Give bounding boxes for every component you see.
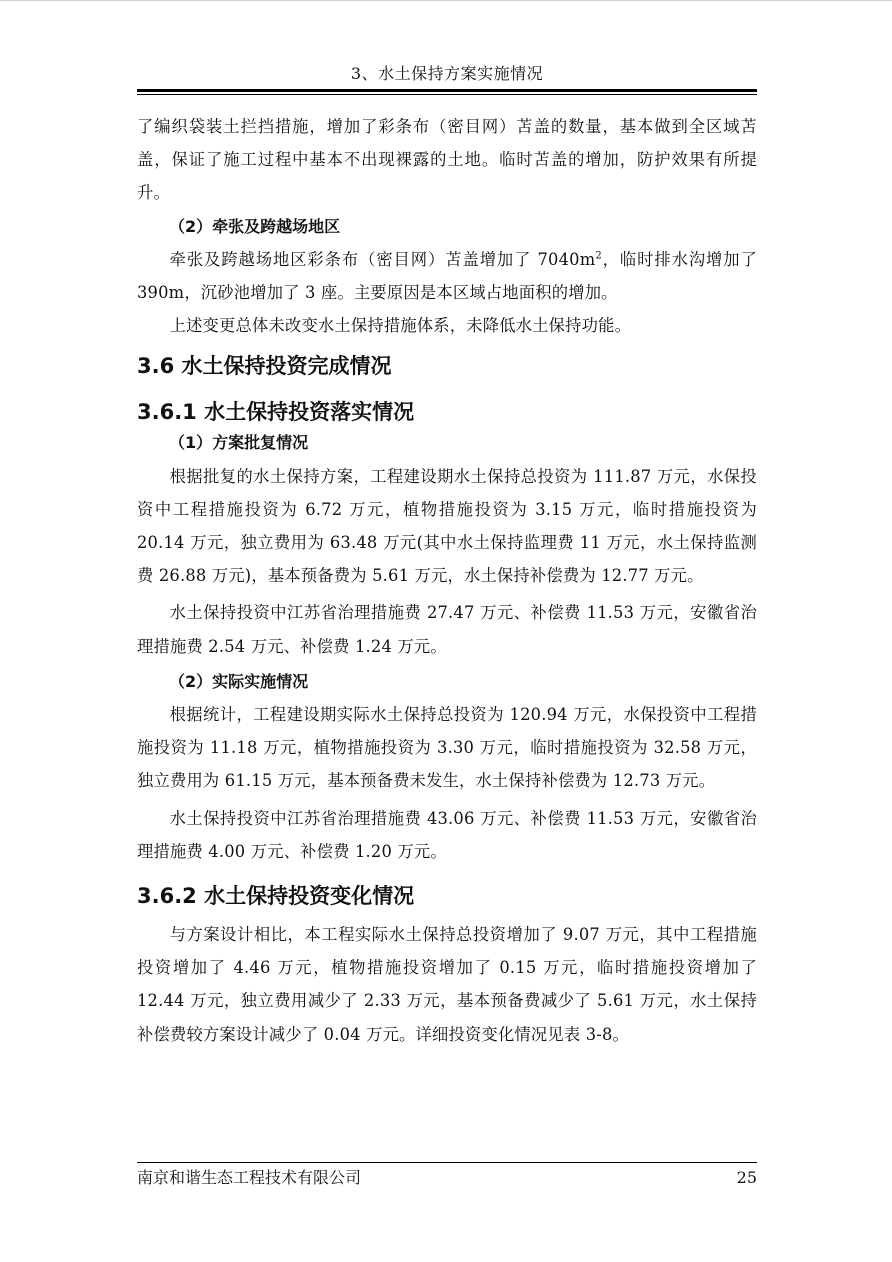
page-number: 25: [736, 1168, 757, 1187]
paragraph-traction-text-a: 牵张及跨越场地区彩条布（密目网）苫盖增加了 7040m: [169, 249, 596, 269]
paragraph-actual-investment: 根据统计，工程建设期实际水土保持总投资为 120.94 万元，水保投资中工程措施投资为 11.18 万元，植物措施投资为 3.30 万元，临时措施投资为 32.58 万元，独立费用为 61.15 万元，基本预备费未发生，水土保持补偿费为 12.73 万元。: [137, 705, 757, 791]
page-content: [137, 110, 757, 1051]
header-rule-thin: [137, 94, 757, 95]
paragraph-investment-change: 与方案设计相比，本工程实际水土保持总投资增加了 9.07 万元，其中工程措施投资增加了 4.46 万元，植物措施投资增加了 0.15 万元，临时措施投资增加了 12.44 万元，独立费用减少了 2.33 万元，基本预备费减少了 5.61 万元，水土保持补偿费较方案设计减少了 0.04 万元。详细投资变化情况见表 3-8。: [137, 925, 757, 1044]
paragraph-traction-area: [137, 243, 757, 309]
footer-company: 南京和谐生态工程技术有限公司: [137, 1168, 362, 1187]
paragraph-continuation: 了编织袋装土拦挡措施，增加了彩条布（密目网）苫盖的数量，基本做到全区域苫盖，保证了施工过程中基本不出现裸露的土地。临时苫盖的增加，防护效果有所提升。: [137, 117, 757, 203]
header-rule-thick: [137, 89, 757, 92]
page-top-border: [0, 0, 892, 1]
paragraph-approved-investment: 根据批复的水土保持方案，工程建设期水土保持总投资为 111.87 万元，水保投资中工程措施投资为 6.72 万元，植物措施投资为 3.15 万元，临时措施投资为 20.14 万元，独立费用为 63.48 万元(其中水土保持监理费 11 万元，水土保持监测费 26.88 万元)，基本预备费为 5.61 万元，水土保持补偿费为 12.77 万元。: [137, 466, 757, 586]
paragraph-traction-text-b: ，临时排水沟增加了 390m，沉砂池增加了 3 座。主要原因是本区域占地面积的增加。: [137, 249, 757, 303]
section-heading-3-6: 3.6 水土保持投资完成情况: [137, 354, 392, 379]
paragraph-summary: 上述变更总体未改变水土保持措施体系，未降低水土保持功能。: [169, 316, 632, 336]
subheading-approved-plan: （1）方案批复情况: [169, 433, 309, 453]
section-heading-3-6-2: 3.6.2 水土保持投资变化情况: [137, 884, 415, 909]
running-header: 3、水土保持方案实施情况: [350, 64, 544, 83]
paragraph-actual-provinces: 水土保持投资中江苏省治理措施费 43.06 万元、补偿费 11.53 万元，安徽省治理措施费 4.00 万元、补偿费 1.20 万元。: [137, 808, 757, 861]
footer-rule: [137, 1162, 757, 1163]
paragraph-approved-provinces: 水土保持投资中江苏省治理措施费 27.47 万元、补偿费 11.53 万元，安徽省治理措施费 2.54 万元、补偿费 1.24 万元。: [137, 603, 757, 656]
superscript-2: 2: [595, 250, 602, 262]
section-heading-3-6-1: 3.6.1 水土保持投资落实情况: [137, 400, 415, 425]
subheading-actual-implementation: （2）实际实施情况: [169, 671, 309, 691]
subheading-traction-area: （2）牵张及跨越场地区: [169, 216, 341, 236]
